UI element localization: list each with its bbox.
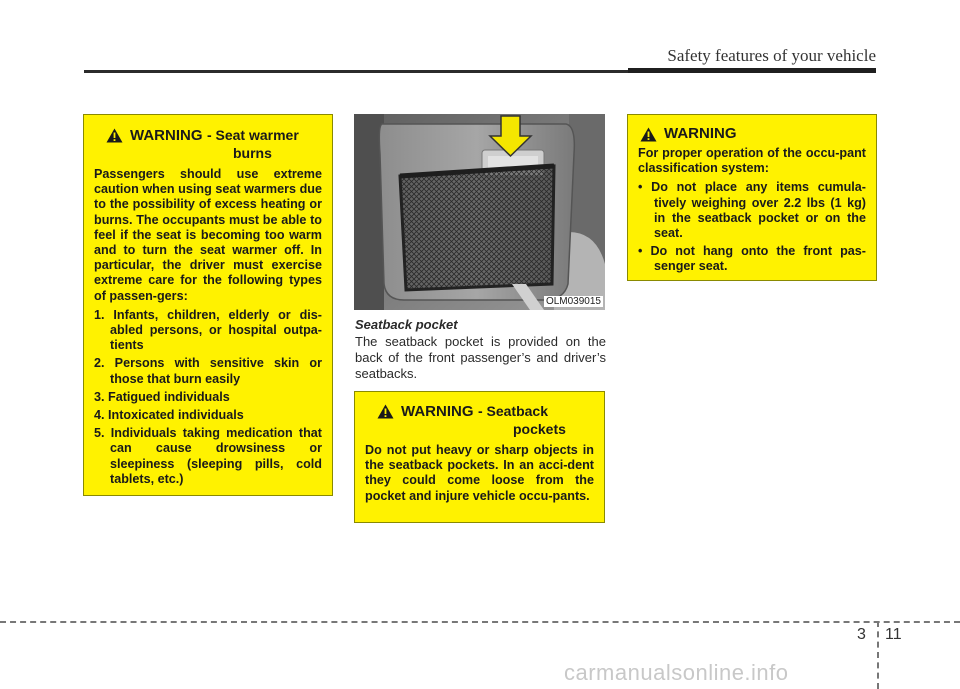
list-item: • Do not hang onto the front pas-senger seat. bbox=[638, 244, 866, 274]
warning-subtitle: - Seat warmer bbox=[206, 127, 299, 143]
warning-title: WARNING bbox=[664, 125, 737, 142]
warning-body: Passengers should use extreme caution when using seat warmers due to the possibility of excess heating or burns. The occupants must be able to feel if the seat is becoming too warm and to turn the seat warmer off. In particular, the driver must exercise extreme care for the following types of passen-gers: bbox=[94, 167, 322, 303]
warning-classification-box bbox=[627, 114, 877, 281]
warning-triangle-icon bbox=[106, 128, 123, 143]
warning-body: For proper operation of the occu-pant classification system: bbox=[638, 146, 866, 176]
watermark: carmanualsonline.info bbox=[564, 660, 789, 685]
list-item: 1. Infants, children, elderly or dis-abled persons, or hospital outpa-tients bbox=[94, 307, 322, 353]
photo-code: OLM039015 bbox=[545, 296, 601, 307]
warning-list bbox=[94, 308, 322, 487]
warning-subtitle-cont: burns bbox=[233, 145, 272, 161]
list-item: 4. Intoxicated individuals bbox=[94, 408, 244, 423]
page-number: 11 bbox=[885, 626, 902, 643]
warning-triangle-icon bbox=[640, 127, 657, 142]
page-header-title: Safety features of your vehicle bbox=[667, 46, 876, 65]
warning-subtitle-cont: pockets bbox=[513, 421, 566, 437]
section-caption: Seatback pocket bbox=[355, 317, 458, 332]
warning-seatback-box bbox=[354, 391, 605, 523]
list-item: 5. Individuals taking medication that can cause drowsiness or sleepiness (sleeping pills, cold tablets, etc.) bbox=[94, 426, 322, 486]
warning-list bbox=[638, 180, 866, 274]
warning-subtitle: - Seatback bbox=[477, 403, 548, 419]
warning-seat-warmer-box bbox=[83, 114, 333, 496]
warning-body: Do not put heavy or sharp objects in the seatback pockets. In an acci-dent they could come loose from the pocket and injure vehicle occu-pants. bbox=[365, 443, 594, 503]
warning-title: WARNING bbox=[130, 127, 203, 144]
footer-rule bbox=[0, 621, 960, 623]
seatback-illustration bbox=[354, 114, 605, 310]
chapter-number: 3 bbox=[857, 626, 866, 643]
list-item: 2. Persons with sensitive skin or those that burn easily bbox=[94, 356, 322, 386]
list-item: 3. Fatigued individuals bbox=[94, 389, 230, 404]
seatback-pocket-photo bbox=[354, 114, 605, 310]
warning-title: WARNING bbox=[401, 403, 474, 420]
warning-triangle-icon bbox=[377, 404, 394, 419]
section-paragraph: The seatback pocket is provided on the back of the front passenger’s and driver’s seatbacks. bbox=[355, 334, 606, 381]
list-item: • Do not place any items cumula-tively weighing over 2.2 lbs (1 kg) in the seatback pocket or on the seat. bbox=[638, 180, 866, 241]
footer-divider bbox=[877, 621, 879, 689]
header-rule-accent bbox=[628, 68, 876, 73]
